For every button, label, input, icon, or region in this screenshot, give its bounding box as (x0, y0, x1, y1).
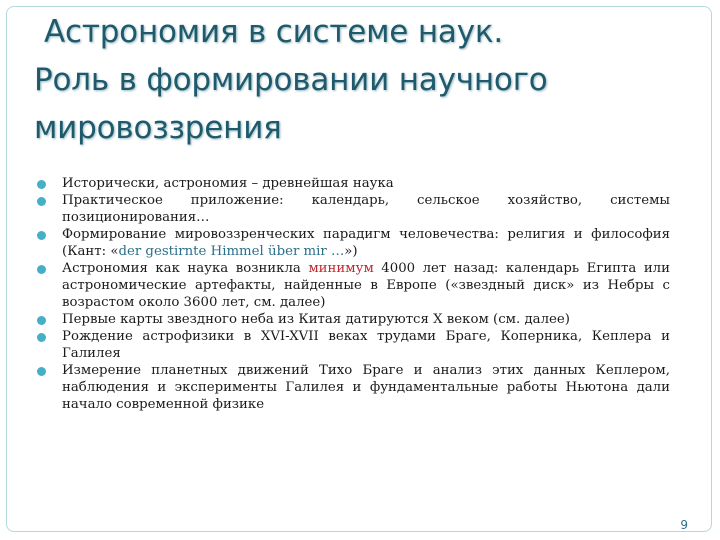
bullet-item (34, 260, 670, 311)
bullet-item (34, 311, 670, 328)
bullet-text-end: ») (344, 244, 358, 259)
bullet-dot-icon (37, 180, 46, 189)
bullet-text: Исторически, астрономия – древнейшая наука (62, 176, 394, 191)
title-line-3: мировоззрения (34, 110, 282, 146)
bullet-dot-icon (37, 231, 46, 240)
bullet-text: Практическое приложение: календарь, сельское хозяйство, системы позиционирования… (62, 193, 670, 225)
bullet-text: Измерение планетных движений Тихо Браге и анализ этих данных Кеплером, наблюдения и эксперименты Галилея и фундаментальные работы Ньютона дали начало современной физике (62, 363, 670, 412)
kant-quote: der gestirnte Himmel über mir … (118, 244, 345, 259)
bullet-text-end: 4000 лет назад: календарь Египта или астрономические артефакты, найденные в Европе («звездный диск» из Небры с возрастом около 3600 лет, см. далее) (62, 261, 670, 310)
title-line-1: Астрономия в системе наук. (44, 14, 504, 50)
slide-title (34, 8, 694, 152)
bullet-dot-icon (37, 333, 46, 342)
bullet-dot-icon (37, 265, 46, 274)
bullet-item (34, 226, 670, 260)
bullet-text: Первые карты звездного неба из Китая датируются X веком (см. далее) (62, 312, 570, 327)
bullet-item (34, 192, 670, 226)
emphasis-minimum: минимум (308, 261, 374, 276)
bullet-text: Рождение астрофизики в XVI-XVII веках трудами Браге, Коперника, Кеплера и Галилея (62, 329, 670, 361)
bullet-item (34, 328, 670, 362)
bullet-list (34, 175, 670, 413)
bullet-text: Формирование мировоззренческих парадигм человечества: религия и философия (Кант: « (62, 227, 670, 259)
bullet-item (34, 175, 670, 192)
bullet-dot-icon (37, 316, 46, 325)
bullet-dot-icon (37, 197, 46, 206)
bullet-item (34, 362, 670, 413)
page-number: 9 (680, 518, 688, 532)
bullet-text: Астрономия как наука возникла (62, 261, 309, 276)
title-line-2: Роль в формировании научного (34, 62, 548, 98)
bullet-dot-icon (37, 367, 46, 376)
